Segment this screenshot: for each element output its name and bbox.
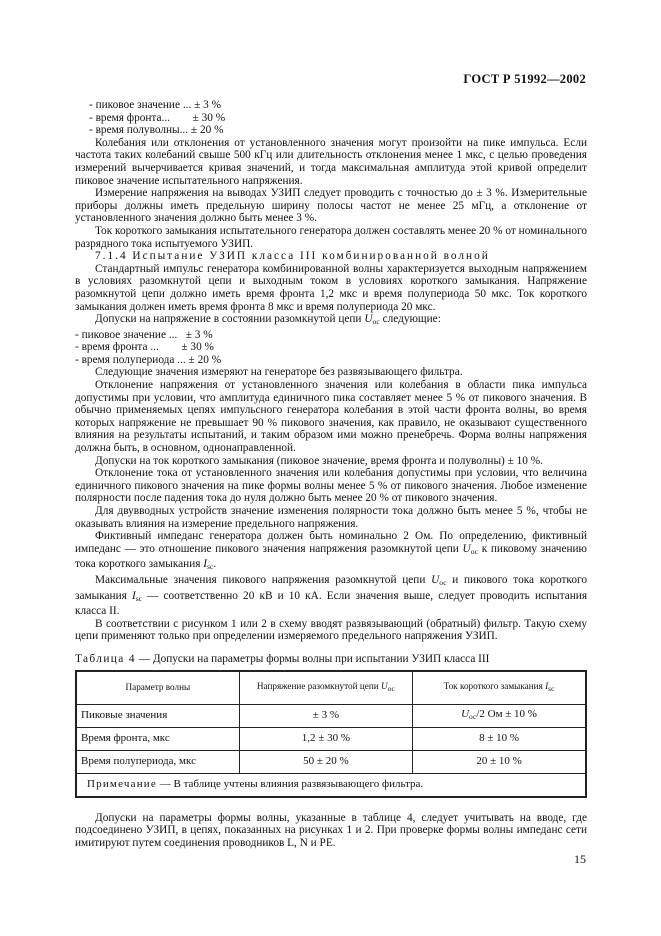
table-note-row: [76, 773, 586, 797]
list-item: - время полупериода ... ± 20 %: [75, 353, 222, 366]
paragraph: Колебания или отклонения от установленного значения могут произойти на пике импульса. Если частота таких колебаний свыше 500 кГц или длительность отклонения менее 1 мкс, с целью проведения измерений вычерчивается кривая значений, и тогда максимальная амплитуда этой кривой определит пиковое значение испытательного напряжения.: [75, 136, 587, 187]
table-header-cell: Напряжение разомкнутой цепи $U_{ос}$: [239, 671, 412, 705]
paragraph: Отклонение напряжения от установленного значения или колебания в области пика импульса допустимы при условии, что амплитуда единичного пика составляет менее 5 % от пикового значения. В обычно применяемых цепях импульсного генератора колебания в этой части фронта волны, во время которых напряжение не превышает 90 % пикового значения, как правило, не оказывают существенного влияния на результаты испытаний, и таким образом ими можно пренебречь. Форма волны напряжения должна быть, в основном, однонаправленной.: [75, 379, 587, 455]
table-row: [76, 750, 586, 773]
paragraph: Измерение напряжения на выводах УЗИП следует проводить с точностью до ± 3 %. Измерительные приборы должны иметь предельную ширину полосы частот не менее 25 мГц, а отклонение от установленного значения должно быть менее 3 %.: [75, 187, 587, 225]
paragraph: В соответствии с рисунком 1 или 2 в схему вводят развязывающий (обратный) фильтр. Такую схему цепи применяют только при определении измеряемого предельного напряжения УЗИП.: [75, 617, 587, 643]
list-item: - время фронта ... ± 30 %: [75, 341, 214, 354]
table-cell: $U_{ос}/2$ Ом ± 10 %: [413, 704, 586, 727]
paragraph: Фиктивный импеданс генератора должен быть номинально 2 Ом. По определению, фиктивный импеданс — это отношение пикового значения напряжения разомкнутой цепи $U_{ос}$ к пиковому значению тока короткого замыкания $I_{sc}$.: [75, 530, 588, 572]
paragraph: Допуски на параметры формы волны, указанные в таблице 4, следует учитывать на вводе, где подсоединено УЗИП, в цепях, показанных на рисунках 1 и 2. При проверке формы волны импеданс сети имитируют путем соединения проводников L, N и PE.: [75, 811, 587, 849]
table-cell: 1,2 ± 30 %: [239, 727, 412, 750]
table-cell: 8 ± 10 %: [413, 727, 586, 750]
paragraph: Следующие значения измеряют на генераторе без развязывающего фильтра.: [95, 366, 463, 379]
paragraph: Для двувводных устройств значение изменения полярности тока должно быть менее 5 %, чтобы не оказывать влияния на измерение предельного напряжения.: [75, 505, 587, 530]
paragraph: Ток короткого замыкания испытательного генератора должен составлять менее 20 % от номинального разрядного тока испытуемого УЗИП.: [75, 224, 587, 250]
table-caption: Таблица 4 — Допуски на параметры формы волны при испытании УЗИП класса III: [75, 652, 490, 665]
paragraph: Допуски на ток короткого замыкания (пиковое значение, время фронта и полуволны) ± 10 %.: [95, 454, 544, 467]
table-cell: 20 ± 10 %: [413, 750, 586, 773]
list-item: - время полуволны... ± 20 %: [89, 124, 224, 137]
table-row: [76, 727, 586, 750]
paragraph: Отклонение тока от установленного значения или колебания допустимы при условии, что величина единичного пикового значения на пике формы волны менее 5 % от пикового значения. Любое изменение полярности после падения тока до нуля должно быть менее 20 % от пикового значения.: [75, 467, 587, 505]
standard-header: ГОСТ Р 51992—2002: [463, 72, 586, 86]
page-number: 15: [574, 852, 586, 866]
table-cell: Время полупериода, мкс: [76, 750, 239, 773]
table-cell: 50 ± 20 %: [239, 750, 412, 773]
tolerance-table: [75, 670, 587, 798]
paragraph: Максимальные значения пикового напряжения разомкнутой цепи $U_{ос}$ и пикового тока короткого замыкания $I_{sc}$ — соответственно 20 кВ и 10 кА. Если значения выше, следует проводить испытания класса II.: [75, 573, 588, 618]
table-cell: Пиковые значения: [76, 704, 239, 727]
table-header-cell: Параметр волны: [76, 671, 239, 705]
paragraph: Стандартный импульс генератора комбинированной волны характеризуется выходным напряжением в условиях разомкнутой цепи и выходным током в условиях короткого замыкания. Напряжение разомкнутой цепи должно иметь время фронта 1,2 мкс и время полупериода 50 мкс. Ток короткого замыкания должен иметь время фронта 8 мкс и время полупериода 20 мкс.: [75, 262, 587, 313]
table-note: Примечание — В таблице учтены влияния развязывающего фильтра.: [76, 773, 586, 797]
section-heading: 7.1.4 Испытание УЗИП класса III комбинированной волной: [95, 250, 490, 263]
table-cell: Время фронта, мкс: [76, 727, 239, 750]
table-row: [76, 704, 586, 727]
paragraph: Допуски на напряжение в состоянии разомкнутой цепи $U_{ос}$ следующие:: [95, 313, 441, 327]
table-cell: ± 3 %: [239, 704, 412, 727]
list-item: - время фронта... ± 30 %: [89, 111, 226, 124]
document-body: [75, 99, 587, 849]
table-header-row: [76, 671, 586, 705]
table-header-cell: Ток короткого замыкания $I_{sc}$: [413, 671, 586, 705]
list-item: - пиковое значение ... ± 3 %: [75, 328, 213, 341]
list-item: - пиковое значение ... ± 3 %: [89, 99, 222, 111]
